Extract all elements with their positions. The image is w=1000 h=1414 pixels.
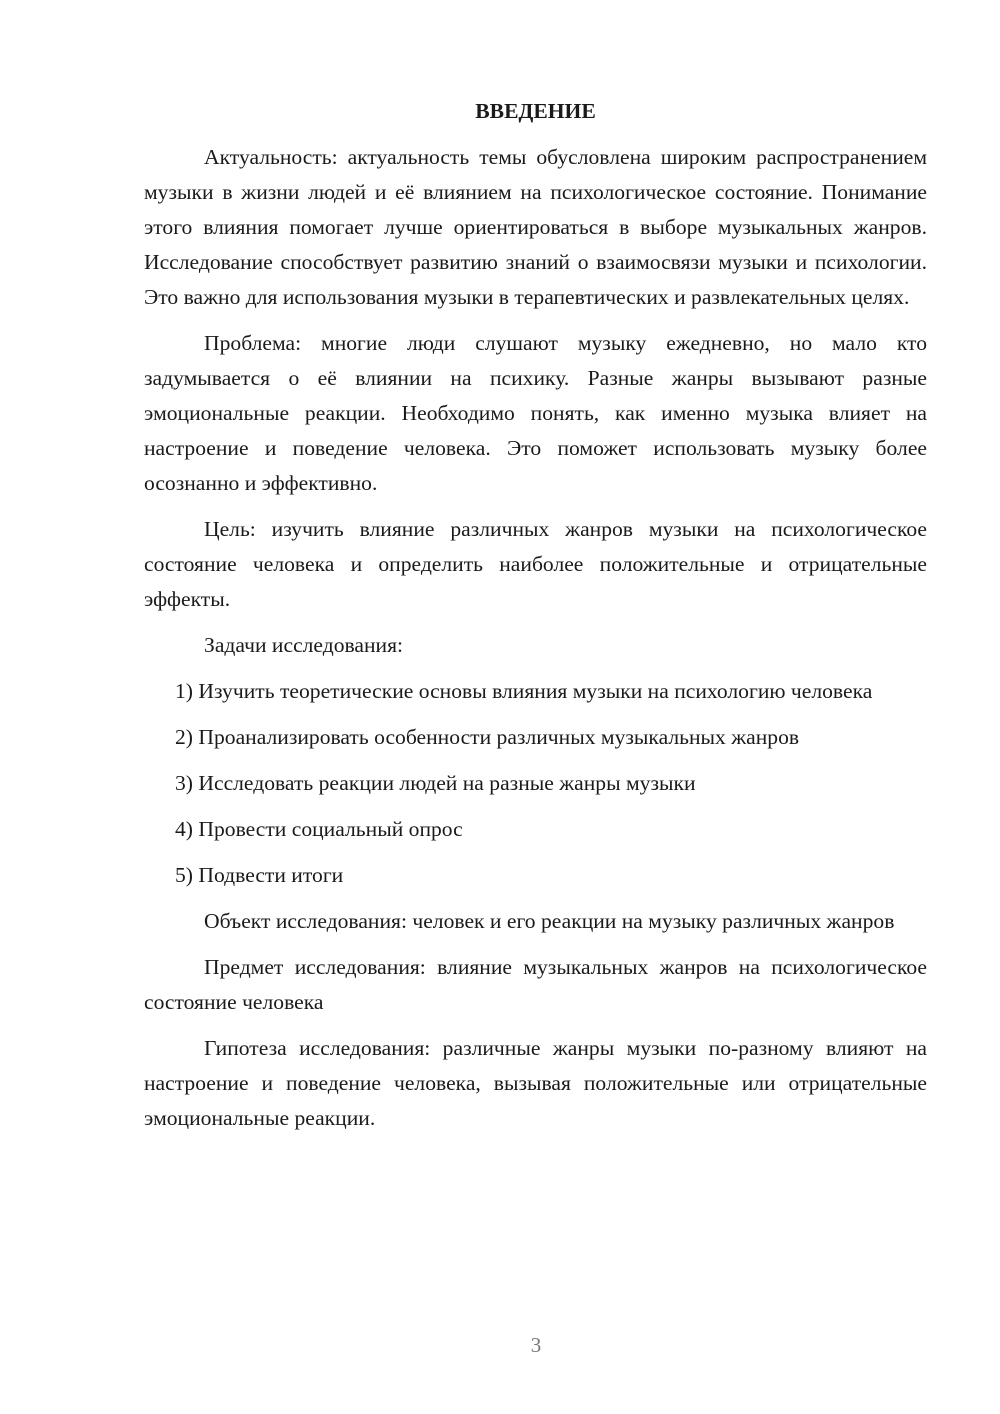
task-item-4: 4) Провести социальный опрос xyxy=(175,817,463,841)
paragraph-object: Объект исследования: человек и его реакции на музыку различных жанров xyxy=(204,909,895,933)
page-content xyxy=(144,94,927,1147)
paragraph-subject: Предмет исследования: влияние музыкальных жанров на психологическое состояние человека xyxy=(144,955,927,1014)
page-number: 3 xyxy=(530,1333,542,1357)
paragraph-problem: Проблема: многие люди слушают музыку ежедневно, но мало кто задумывается о её влиянии на психику. Разные жанры вызывают разные эмоциональные реакции. Необходимо понять, как именно музыка влияет на настроение и поведение человека. Это поможет использовать музыку более осознанно и эффективно. xyxy=(144,331,927,495)
paragraph-hypothesis: Гипотеза исследования: различные жанры музыки по-разному влияют на настроение и поведение человека, вызывая положительные или отрицательные эмоциональные реакции. xyxy=(144,1036,927,1130)
task-item-5: 5) Подвести итоги xyxy=(175,863,344,887)
paragraph-relevance: Актуальность: актуальность темы обусловлена широким распространением музыки в жизни людей и её влиянием на психологическое состояние. Понимание этого влияния помогает лучше ориентироваться в выборе музыкальных жанров. Исследование способствует развитию знаний о взаимосвязи музыки и психологии. Это важно для использования музыки в терапевтических и развлекательных целях. xyxy=(144,145,927,309)
paragraph-tasks-title: Задачи исследования: xyxy=(204,633,404,657)
paragraph-goal: Цель: изучить влияние различных жанров музыки на психологическое состояние человека и определить наиболее положительные и отрицательные эффекты. xyxy=(144,517,927,611)
task-item-1: 1) Изучить теоретические основы влияния музыки на психологию человека xyxy=(175,679,873,703)
task-item-2: 2) Проанализировать особенности различных музыкальных жанров xyxy=(175,725,800,749)
page-heading: ВВЕДЕНИЕ xyxy=(475,99,596,123)
task-item-3: 3) Исследовать реакции людей на разные жанры музыки xyxy=(175,771,696,795)
